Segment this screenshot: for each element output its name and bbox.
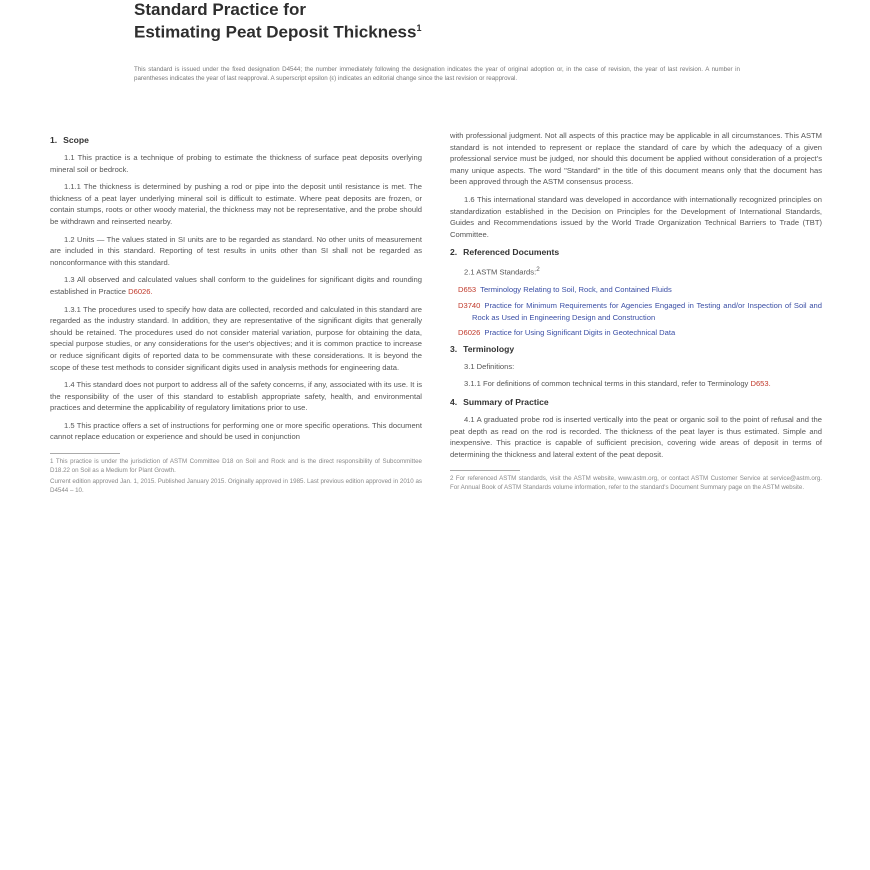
section-title: Summary of Practice: [463, 397, 549, 408]
paragraph-1-4: 1.4 This standard does not purport to address all of the safety concerns, if any, associated with its use. It is the responsibility of the user of this standard to establish appropriate safety, health, and environmental practices and determine the applicability of regulatory limitations prior to use.: [50, 380, 422, 413]
paragraph-1-2: 1.2 Units — The values stated in SI units are to be regarded as standard. No other units of measurement are included in this standard. Reporting of test results in units other than SI shall not be regarded as nonconformance with this standard.: [50, 234, 422, 267]
paragraph-1-3: [50, 274, 422, 297]
left-column: [50, 130, 422, 498]
section-number: 1.: [50, 135, 58, 145]
reference-link-d6026[interactable]: D6026.: [128, 286, 153, 296]
section-heading-scope: [50, 134, 422, 146]
paragraph-3-1-1: [450, 378, 822, 390]
reference-code: D6026: [458, 328, 481, 338]
section-heading-references: [450, 246, 822, 258]
footnote-1: 1 This practice is under the jurisdiction of ASTM Committee D18 on Soil and Rock and is the direct responsibility of Subcommittee D18.22 on Soil as a Medium for Plant Growth.: [50, 458, 422, 474]
section-heading-summary: [450, 396, 822, 408]
paragraph-1-5-continued: with professional judgment. Not all aspects of this practice may be applicable in all circumstances. This ASTM standard is not intended to represent or replace the standard of care by which the adequacy of a given professional service must be judged, nor should this document be applied without consideration of a project's many unique aspects. The word "Standard" in the title of this document means only that the document has been approved through the ASTM consensus process.: [450, 131, 822, 187]
document-title-line-2: [134, 19, 734, 42]
title-footnote-marker: 1: [416, 23, 422, 33]
paragraph-text: 3.1.1 For definitions of common technical terms in this standard, refer to Terminology: [464, 379, 749, 389]
document-title-line-1: Standard Practice for: [134, 0, 306, 19]
title-block: [134, 0, 734, 42]
paragraph-1-1: 1.1 This practice is a technique of probing to estimate the thickness of surface peat deposits overlying mineral soil or bedrock.: [50, 153, 422, 174]
footnote-2: 2 For referenced ASTM standards, visit the ASTM website, www.astm.org, or contact ASTM Customer Service at service@astm.org. For Annual Book of ASTM Standards volume information, refer to the standard's Document Summary page on the ASTM website.: [450, 475, 822, 491]
document-title-text: Estimating Peat Deposit Thickness: [134, 22, 417, 42]
section-number: 3.: [450, 343, 458, 354]
paragraph-1-5: 1.5 This practice offers a set of instructions for performing one or more specific operations. This document cannot replace education or experience and should be used in conjunction: [50, 420, 422, 442]
paragraph-1-3-1: 1.3.1 The procedures used to specify how data are collected, recorded and calculated in this standard are regarded as the industry standard. In addition, they are representative of the significant digits that generally should be retained. The procedures used do not consider material variation, purpose for obtaining the data, special purpose studies, or any considerations for the user's objectives; and it is common practice to increase or reduce significant digits of reported data to be commensurate with these considerations. It is beyond the scope of these test methods to consider significant digits used in analysis methods for engineering data.: [50, 304, 422, 372]
footnote-marker: 2: [536, 266, 540, 274]
reference-item[interactable]: [458, 300, 822, 323]
reference-item[interactable]: [458, 327, 822, 339]
paragraph-3-1: 3.1 Definitions:: [464, 361, 515, 371]
paragraph-1-1-1: 1.1.1 The thickness is determined by pushing a rod or pipe into the deposit until resistance is met. The thickness of a peat layer underlying mineral soil is difficult to estimate. Where peat deposits are frozen, or contain stumps, roots or other woody material, the thickness may not be representative, and the probe should be withdrawn and reinserted nearby.: [50, 182, 422, 226]
footnote-divider: [50, 453, 120, 454]
footnote-edition: Current edition approved Jan. 1, 2015. Published January 2015. Originally approved in 1985. Last previous edition approved in 2010 as D4544 – 10.: [50, 478, 422, 494]
reference-code: D3740: [458, 301, 481, 311]
section-title: Scope: [63, 135, 89, 145]
reference-title: Practice for Using Significant Digits in Geotechnical Data: [484, 328, 676, 338]
reference-code: D653: [458, 285, 477, 295]
reference-title: Practice for Minimum Requirements for Agencies Engaged in Testing and/or Inspection of Soil and Rock as Used in Engineering Design and Construction: [472, 301, 822, 322]
paragraph-text: 1.3 All observed and calculated values shall conform to the guidelines for significant digits and rounding established in Practice: [50, 275, 422, 296]
paragraph-4-1: 4.1 A graduated probe rod is inserted vertically into the peat or organic soil to the point of refusal and the peat depth as read on the rod is recorded. The thickness of the peat layer is thus estimated. Simple and inexpensive. This practice is capable of sufficient precision, covering wide areas of deposit in terms of determining the thickness and lateral extent of the peat deposit.: [450, 415, 822, 459]
section-number: 2.: [450, 247, 458, 258]
reference-link-d653[interactable]: D653.: [750, 379, 771, 389]
section-heading-terminology: [450, 343, 822, 355]
section-number: 4.: [450, 397, 458, 408]
section-title: Terminology: [463, 343, 515, 354]
paragraph-2-1: [450, 264, 822, 278]
reference-title: Terminology Relating to Soil, Rock, and Contained Fluids: [480, 285, 672, 295]
reference-item[interactable]: [458, 284, 822, 296]
right-column: [450, 130, 822, 496]
section-title: Referenced Documents: [463, 247, 560, 258]
paragraph-text: 2.1 ASTM Standards:: [464, 267, 537, 277]
designation-note: This standard is issued under the fixed designation D4544; the number immediately following the designation indicates the year of original adoption or, in the case of revision, the year of last revision. A number in parentheses indicates the year of last reapproval. A superscript epsilon (ε) indicates an editorial change since the last revision or reapproval.: [134, 66, 740, 82]
footnote-divider: [450, 470, 520, 471]
paragraph-1-6: 1.6 This international standard was developed in accordance with internationally recognized principles on standardization established in the Decision on Principles for the Development of International Standards, Guides and Recommendations issued by the World Trade Organization Technical Barriers to Trade (TBT) Committee.: [450, 194, 822, 239]
